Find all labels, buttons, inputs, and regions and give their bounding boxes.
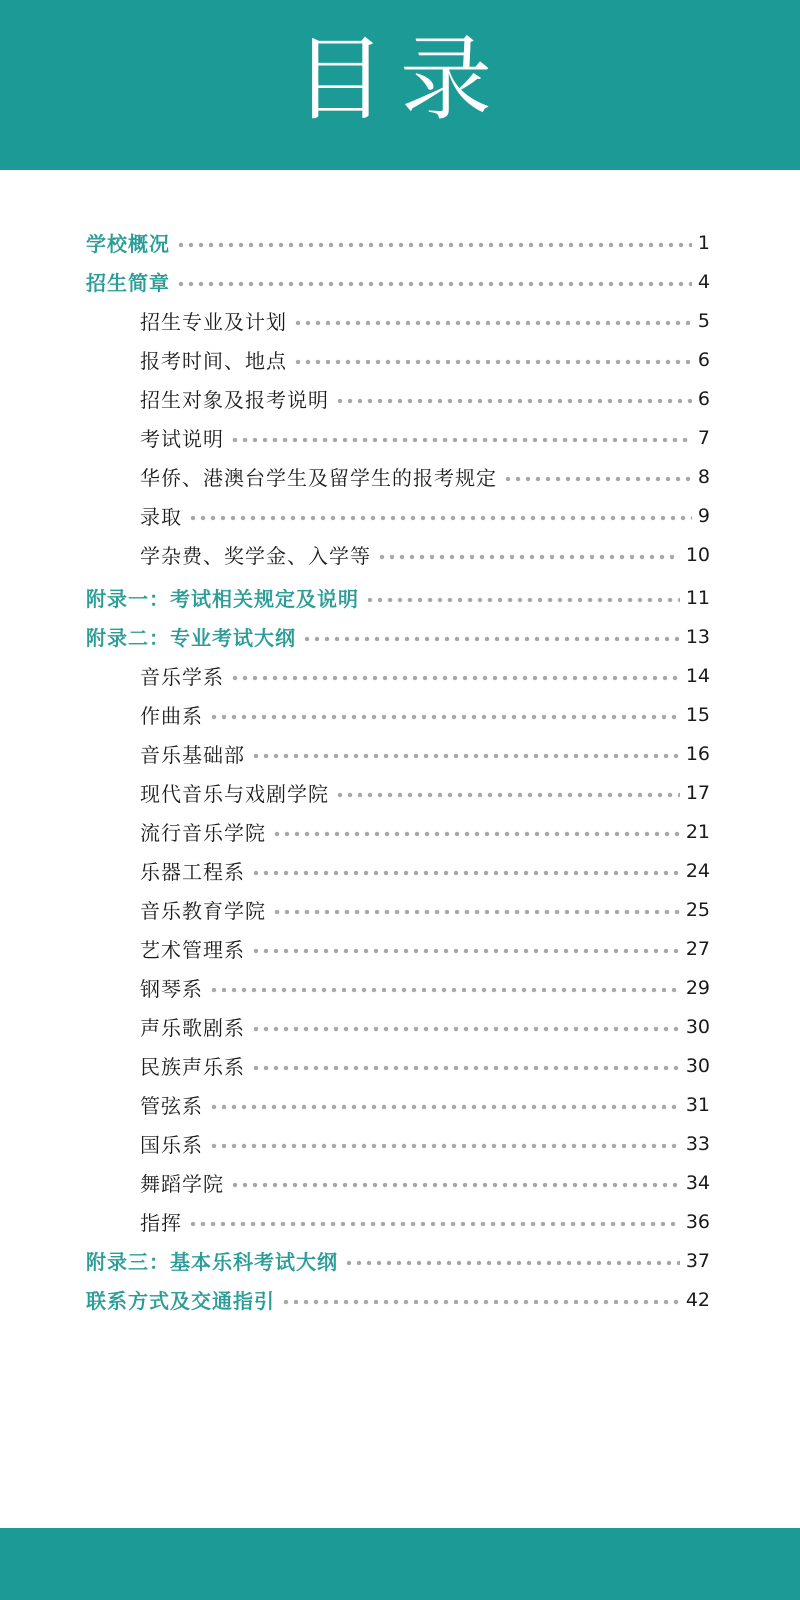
dot-leader (365, 597, 680, 603)
toc-entry-musicology[interactable] (86, 656, 710, 695)
toc-entry-page: 7 (697, 426, 710, 449)
toc-entry-page: 37 (685, 1249, 710, 1272)
toc-entry-title: 国乐系 (140, 1133, 203, 1157)
toc-entry-title: 作曲系 (140, 704, 203, 728)
toc-entry-appendix-3[interactable] (86, 1241, 710, 1280)
toc-entry-page: 33 (685, 1132, 710, 1155)
toc-entry-title: 音乐基础部 (140, 743, 245, 767)
toc-entry-page: 24 (685, 859, 710, 882)
toc-entry-page: 15 (685, 703, 710, 726)
toc-entry-title: 舞蹈学院 (140, 1172, 224, 1196)
toc-entry-title: 声乐歌剧系 (140, 1016, 245, 1040)
toc-entry-school-overview[interactable] (86, 223, 710, 262)
toc-entry-page: 30 (685, 1015, 710, 1038)
toc-entry-page: 25 (685, 898, 710, 921)
toc-entry-chinese-music[interactable] (86, 1124, 710, 1163)
dot-leader (251, 1065, 680, 1071)
toc-entry-overseas-applicants[interactable] (86, 457, 710, 496)
dot-leader (503, 476, 692, 482)
toc-entry-page: 27 (685, 937, 710, 960)
toc-entry-title: 附录二：专业考试大纲 (86, 626, 296, 650)
toc-entry-title: 招生对象及报考说明 (140, 388, 329, 412)
toc-entry-title: 现代音乐与戏剧学院 (140, 782, 329, 806)
toc-entry-arts-management[interactable] (86, 929, 710, 968)
toc-entry-piano[interactable] (86, 968, 710, 1007)
toc-entry-exam-notes[interactable] (86, 418, 710, 457)
toc-entry-page: 1 (697, 231, 710, 254)
toc-entry-title: 音乐学系 (140, 665, 224, 689)
toc-entry-title: 招生专业及计划 (140, 310, 287, 334)
toc-entry-title: 管弦系 (140, 1094, 203, 1118)
toc-entry-page: 5 (697, 309, 710, 332)
dot-leader (251, 948, 680, 954)
toc-entry-page: 31 (685, 1093, 710, 1116)
dot-leader (302, 636, 680, 642)
dot-leader (272, 909, 680, 915)
dot-leader (335, 398, 692, 404)
toc-entry-appendix-2[interactable] (86, 617, 710, 656)
toc-entry-page: 4 (697, 270, 710, 293)
dot-leader (230, 675, 680, 681)
toc-entry-dance[interactable] (86, 1163, 710, 1202)
toc-entry-title: 附录一：考试相关规定及说明 (86, 587, 359, 611)
dot-leader (209, 714, 680, 720)
dot-leader (251, 753, 680, 759)
toc-entry-page: 29 (685, 976, 710, 999)
toc-entry-title: 学杂费、奖学金、入学等 (140, 544, 371, 568)
toc-entry-title: 指挥 (140, 1211, 182, 1235)
toc-entry-title: 学校概况 (86, 232, 170, 256)
toc-entry-vocal-opera[interactable] (86, 1007, 710, 1046)
dot-leader (251, 870, 680, 876)
toc-entry-fees-scholarships[interactable] (86, 535, 710, 574)
toc-entry-page: 10 (685, 543, 710, 566)
toc-entry-page: 16 (685, 742, 710, 765)
toc-entry-page: 14 (685, 664, 710, 687)
toc-entry-folk-vocal[interactable] (86, 1046, 710, 1085)
toc-entry-page: 6 (697, 348, 710, 371)
toc-entry-page: 11 (685, 586, 710, 609)
toc-entry-page: 6 (697, 387, 710, 410)
toc-entry-page: 21 (685, 820, 710, 843)
toc-entry-page: 42 (685, 1288, 710, 1311)
dot-leader (344, 1260, 680, 1266)
dot-leader (209, 1143, 680, 1149)
toc-entry-eligibility[interactable] (86, 379, 710, 418)
dot-leader (335, 792, 680, 798)
toc-entry-orchestral[interactable] (86, 1085, 710, 1124)
toc-entry-conducting[interactable] (86, 1202, 710, 1241)
dot-leader (272, 831, 680, 837)
toc-entry-majors-and-plan[interactable] (86, 301, 710, 340)
dot-leader (230, 437, 692, 443)
toc-entry-music-foundation[interactable] (86, 734, 710, 773)
toc-entry-page: 36 (685, 1210, 710, 1233)
toc-entry-page: 34 (685, 1171, 710, 1194)
toc-entry-music-education[interactable] (86, 890, 710, 929)
toc-entry-contact-transport[interactable] (86, 1280, 710, 1319)
dot-leader (293, 359, 692, 365)
dot-leader (209, 987, 680, 993)
dot-leader (176, 242, 692, 248)
toc-entry-title: 考试说明 (140, 427, 224, 451)
toc-entry-title: 报考时间、地点 (140, 349, 287, 373)
toc-entry-title: 附录三：基本乐科考试大纲 (86, 1250, 338, 1274)
toc-entry-title: 华侨、港澳台学生及留学生的报考规定 (140, 466, 497, 490)
dot-leader (230, 1182, 680, 1188)
dot-leader (188, 515, 692, 521)
toc-entry-time-and-place[interactable] (86, 340, 710, 379)
toc-entry-title: 民族声乐系 (140, 1055, 245, 1079)
toc-entry-instrument-engineering[interactable] (86, 851, 710, 890)
toc-entry-page: 13 (685, 625, 710, 648)
dot-leader (281, 1299, 680, 1305)
footer-banner (0, 1528, 800, 1600)
toc-entry-title: 艺术管理系 (140, 938, 245, 962)
toc-entry-title: 乐器工程系 (140, 860, 245, 884)
dot-leader (377, 554, 680, 560)
toc-entry-title: 流行音乐学院 (140, 821, 266, 845)
toc-entry-title: 录取 (140, 505, 182, 529)
toc-entry-title: 联系方式及交通指引 (86, 1289, 275, 1313)
toc-entry-modern-music-drama[interactable] (86, 773, 710, 812)
page-title: 目录 (293, 26, 506, 133)
toc-entry-composition[interactable] (86, 695, 710, 734)
dot-leader (293, 320, 692, 326)
table-of-contents (86, 223, 710, 1319)
toc-entry-appendix-1[interactable] (86, 578, 710, 617)
toc-entry-pop-music[interactable] (86, 812, 710, 851)
toc-entry-title: 钢琴系 (140, 977, 203, 1001)
dot-leader (188, 1221, 680, 1227)
toc-entry-page: 8 (697, 465, 710, 488)
header-banner (0, 0, 800, 170)
toc-entry-title: 音乐教育学院 (140, 899, 266, 923)
dot-leader (209, 1104, 680, 1110)
toc-entry-admission-brochure[interactable] (86, 262, 710, 301)
dot-leader (176, 281, 692, 287)
toc-entry-title: 招生简章 (86, 271, 170, 295)
toc-entry-page: 30 (685, 1054, 710, 1077)
toc-entry-page: 17 (685, 781, 710, 804)
dot-leader (251, 1026, 680, 1032)
toc-entry-admission[interactable] (86, 496, 710, 535)
toc-entry-page: 9 (697, 504, 710, 527)
